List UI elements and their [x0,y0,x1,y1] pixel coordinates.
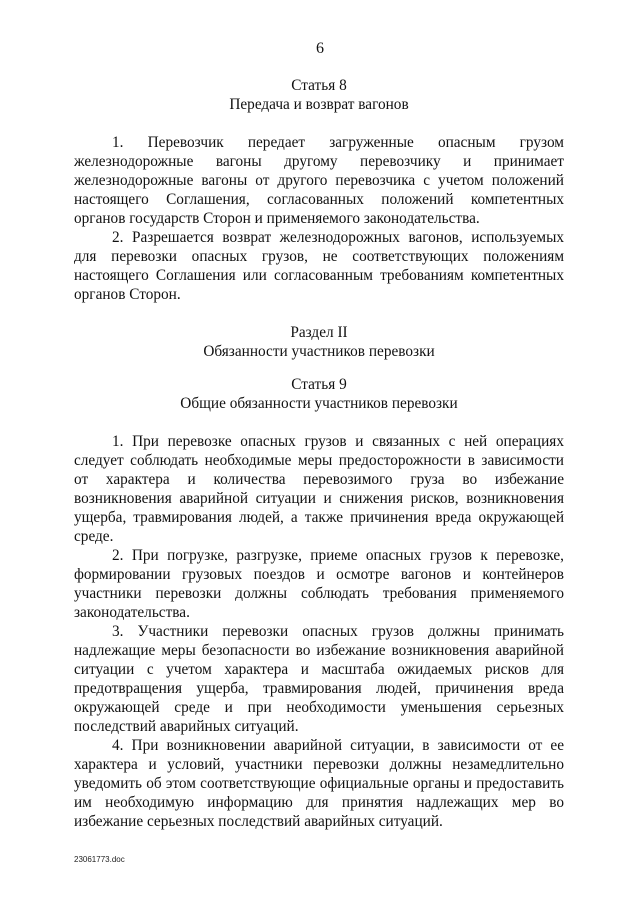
document-id-footer: 23061773.doc [74,855,125,864]
article-9-paragraph-1: 1. При перевозке опасных грузов и связанных с ней операциях следует соблюдать необходимые меры предосторожности в зависимости от характера и количества перевозимого груза во избежание возникновения аварийной ситуации и снижения рисков, возникновения ущерба, травмирования людей, а также причинения вреда окружающей среде. [74,433,564,545]
article-9-title: Статья 9 [291,376,347,393]
article-9-heading [74,375,564,413]
section-2-heading [74,323,564,361]
section-2-subtitle: Обязанности участников перевозки [203,343,435,360]
article-8-heading [74,76,564,114]
article-8-subtitle: Передача и возврат вагонов [229,96,409,113]
article-9-subtitle: Общие обязанности участников перевозки [180,395,458,412]
article-8-paragraph-2: 2. Разрешается возврат железнодорожных вагонов, используемых для перевозки опасных грузов, не соответствующих положениям настоящего Соглашения или согласованным требованиям компетентных органов Сторон. [74,229,564,303]
document-body [74,76,564,831]
article-9-paragraph-3: 3. Участники перевозки опасных грузов должны принимать надлежащие меры безопасности во избежание возникновения аварийной ситуации с учетом характера и масштаба ожидаемых рисков для предотвращения ущерба, травмирования людей, причинения вреда окружающей среде и при необходимости уменьшения серьезных последствий аварийных ситуаций. [74,623,564,735]
section-2-title: Раздел II [290,324,348,341]
article-8-title: Статья 8 [291,77,347,94]
article-9-paragraph-2: 2. При погрузке, разгрузке, приеме опасных грузов к перевозке, формировании грузовых поездов и осмотре вагонов и контейнеров участники перевозки должны соблюдать требования применяемого законодательства. [74,547,564,621]
article-8-paragraph-1: 1. Перевозчик передает загруженные опасным грузом железнодорожные вагоны другому перевозчику и принимает железнодорожные вагоны от другого перевозчика с учетом положений настоящего Соглашения, согласованных положений компетентных органов государств Сторон и применяемого законодательства. [74,134,564,227]
page-number: 6 [316,40,324,57]
article-9-paragraph-4: 4. При возникновении аварийной ситуации, в зависимости от ее характера и условий, участники перевозки должны незамедлительно уведомить об этом соответствующие официальные органы и предоставить им необходимую информацию для принятия надлежащих мер во избежание серьезных последствий аварийных ситуаций. [74,737,564,830]
